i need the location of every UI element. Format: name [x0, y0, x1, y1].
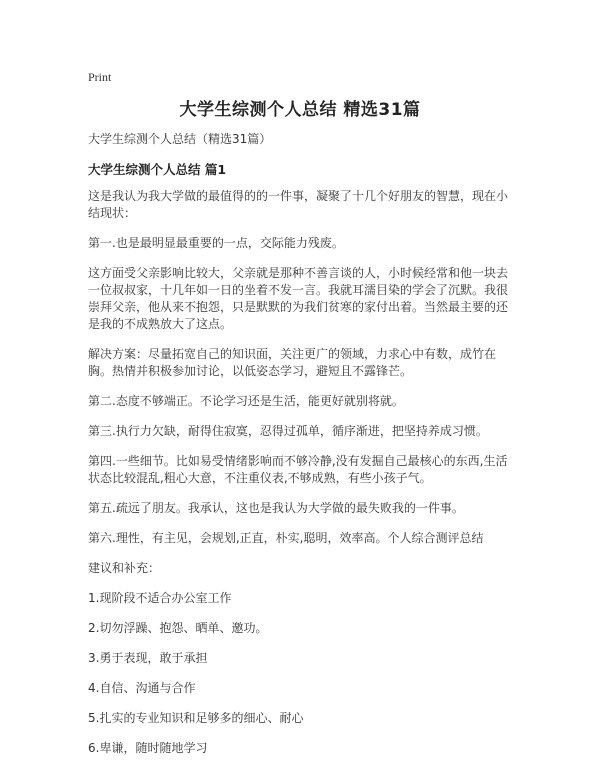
list-item: 6.卑谦，随时随地学习: [88, 741, 208, 755]
print-link[interactable]: Print: [88, 70, 112, 84]
paragraph: 第三.执行力欠缺，耐得住寂寞，忍得过孤单，循序渐进，把坚持养成习惯。: [88, 424, 488, 438]
document-content: [88, 131, 518, 770]
list-item: 3.勇于表现，敢于承担: [88, 651, 208, 665]
paragraph: 建议和补充：: [88, 561, 161, 575]
section-heading: 大学生综测个人总结 篇1: [88, 162, 227, 177]
list-item: 5.扎实的专业知识和足够多的细心、耐心: [88, 711, 304, 725]
page-title: 大学生综测个人总结 精选31篇: [179, 100, 421, 120]
paragraph: 解决方案：尽量拓宽自己的知识面，关注更广的领域，力求心中有数，成竹在胸。热情并积极参加讨论，以低姿态学习，避短且不露锋芒。: [88, 347, 497, 378]
list-item: 1.现阶段不适合办公室工作: [88, 591, 232, 605]
paragraph: 第六.理性，有主见，会规划,正直，朴实,聪明，效率高。个人综合测评总结: [88, 531, 484, 545]
paragraph: 第四.一些细节。比如易受情绪影响而不够冷静,没有发掘自己最核心的东西,生活状态比较混乱,粗心大意，不注重仪表,不够成熟，有些小孩子气。: [88, 454, 508, 485]
paragraph: 第一.也是最明显最重要的一点，交际能力残废。: [88, 236, 344, 250]
paragraph: 这方面受父亲影响比较大，父亲就是那种不善言谈的人，小时候经常和他一块去一位叔叔家，十几年如一日的坐着不发一言。我就耳濡目染的学会了沉默。我很崇拜父亲，他从来不抱怨，只是默默的为我们贫寒的家付出着。当然最主要的还是我的不成熟放大了这点。: [88, 266, 509, 331]
paragraph: 这是我认为我大学做的最值得的的一件事，凝聚了十几个好朋友的智慧，现在小结现状：: [88, 189, 509, 220]
list-item: 2.切勿浮躁、抱怨、晒单、邀功。: [88, 621, 268, 635]
list-item: 4.自信、沟通与合作: [88, 681, 196, 695]
paragraph: 第二.态度不够端正。不论学习还是生活，能更好就别将就。: [88, 394, 404, 408]
document-subtitle: 大学生综测个人总结（精选31篇）: [88, 132, 272, 146]
paragraph: 第五.疏远了朋友。我承认，这也是我认为大学做的最失败我的一件事。: [88, 501, 464, 515]
